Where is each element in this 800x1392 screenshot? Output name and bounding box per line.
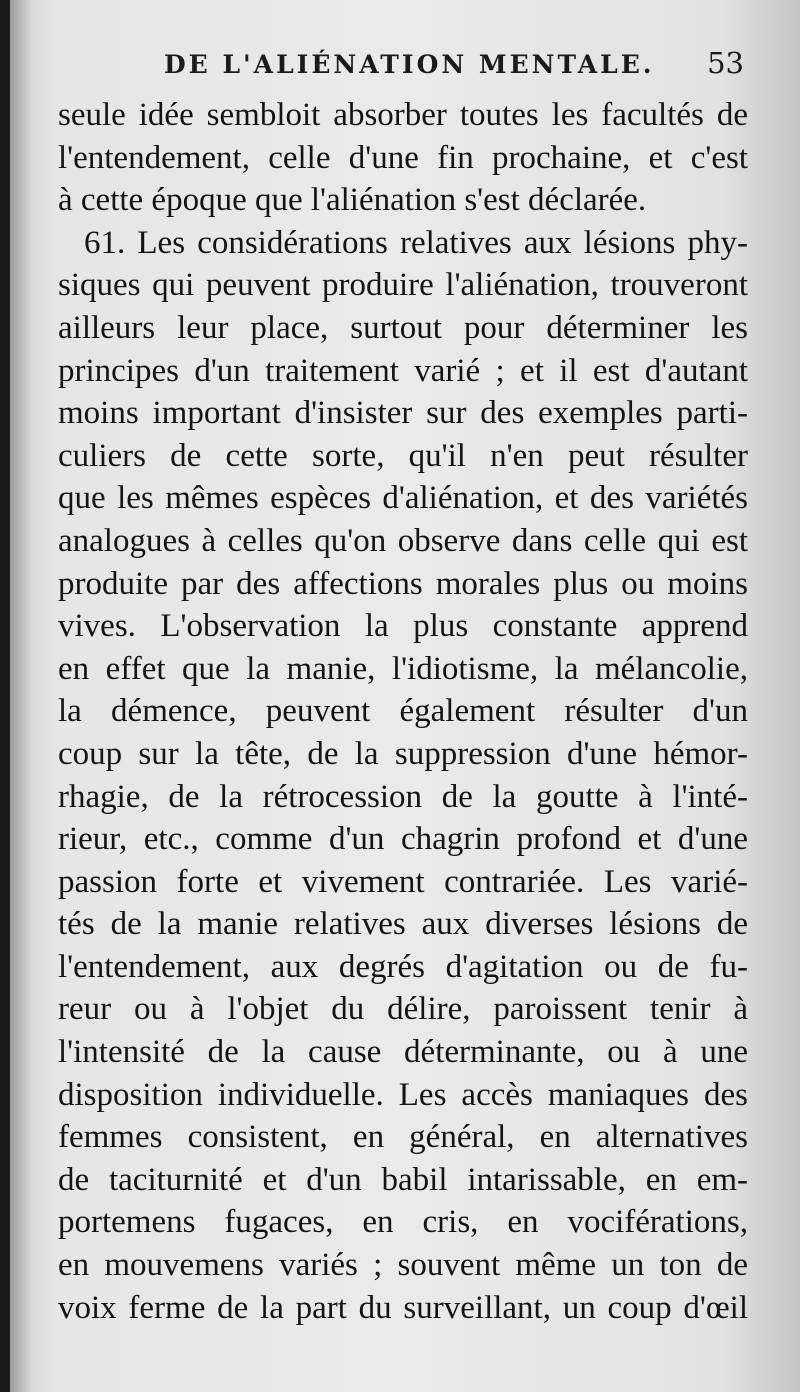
text-line: voix ferme de la part du surveillant, un coup d'œil: [58, 1289, 748, 1326]
text-line: ailleurs leur place, surtout pour déterminer les: [58, 309, 748, 346]
text-line: vives. L'observation la plus constante apprend: [58, 608, 748, 645]
body-text: [58, 94, 748, 1329]
text-line: en mouvemens variés ; souvent même un ton de: [58, 1247, 748, 1284]
text-line: seule idée sembloit absorber toutes les facultés de: [58, 97, 748, 133]
text-line: produite par des affections morales plus ou moins: [58, 565, 748, 602]
text-line: analogues à celles qu'on observe dans celle qui est: [58, 522, 748, 559]
running-title: DE L'ALIÉNATION MENTALE.: [164, 50, 655, 79]
text-line: siques qui peuvent produire l'aliénation, trouveront: [58, 267, 748, 304]
text-line: disposition individuelle. Les accès maniaques des: [58, 1076, 748, 1113]
text-line: l'intensité de la cause déterminante, ou à une: [58, 1034, 748, 1071]
paragraph-start-line: 61. Les considérations relatives aux lésions phy-: [84, 224, 748, 261]
text-line: coup sur la tête, de la suppression d'une hémor-: [58, 735, 748, 772]
text-line: de taciturnité et d'un babil intarissable, en em-: [58, 1161, 748, 1198]
page-number: 53: [707, 46, 744, 80]
text-line: passion forte et vivement contrariée. Les varié-: [58, 863, 748, 900]
text-line: reur ou à l'objet du délire, paroissent tenir à: [58, 991, 748, 1028]
text-line: moins important d'insister sur des exemples parti-: [58, 395, 748, 432]
text-line: l'entendement, aux degrés d'agitation ou de fu-: [58, 948, 748, 985]
text-line: l'entendement, celle d'une fin prochaine, et c'est: [58, 139, 748, 176]
text-line: en effet que la manie, l'idiotisme, la mélancolie,: [58, 650, 748, 687]
book-page: [10, 0, 800, 1392]
text-line: rieur, etc., comme d'un chagrin profond et d'une: [58, 821, 748, 858]
text-line: à cette époque que l'aliénation s'est déclarée.: [58, 182, 647, 219]
text-line: la démence, peuvent également résulter d'un: [58, 693, 748, 730]
text-line: culiers de cette sorte, qu'il n'en peut résulter: [58, 437, 748, 474]
text-line: portemens fugaces, en cris, en vociférations,: [58, 1204, 748, 1241]
text-line: tés de la manie relatives aux diverses lésions de: [58, 906, 748, 943]
text-line: que les mêmes espèces d'aliénation, et des variétés: [58, 480, 748, 517]
text-line: rhagie, de la rétrocession de la goutte à l'inté-: [58, 778, 748, 815]
text-line: principes d'un traitement varié ; et il est d'autant: [58, 352, 748, 389]
page-edge-shadow: [10, 0, 32, 1392]
text-line: femmes consistent, en général, en alternatives: [58, 1119, 748, 1156]
page-header: [160, 44, 750, 84]
